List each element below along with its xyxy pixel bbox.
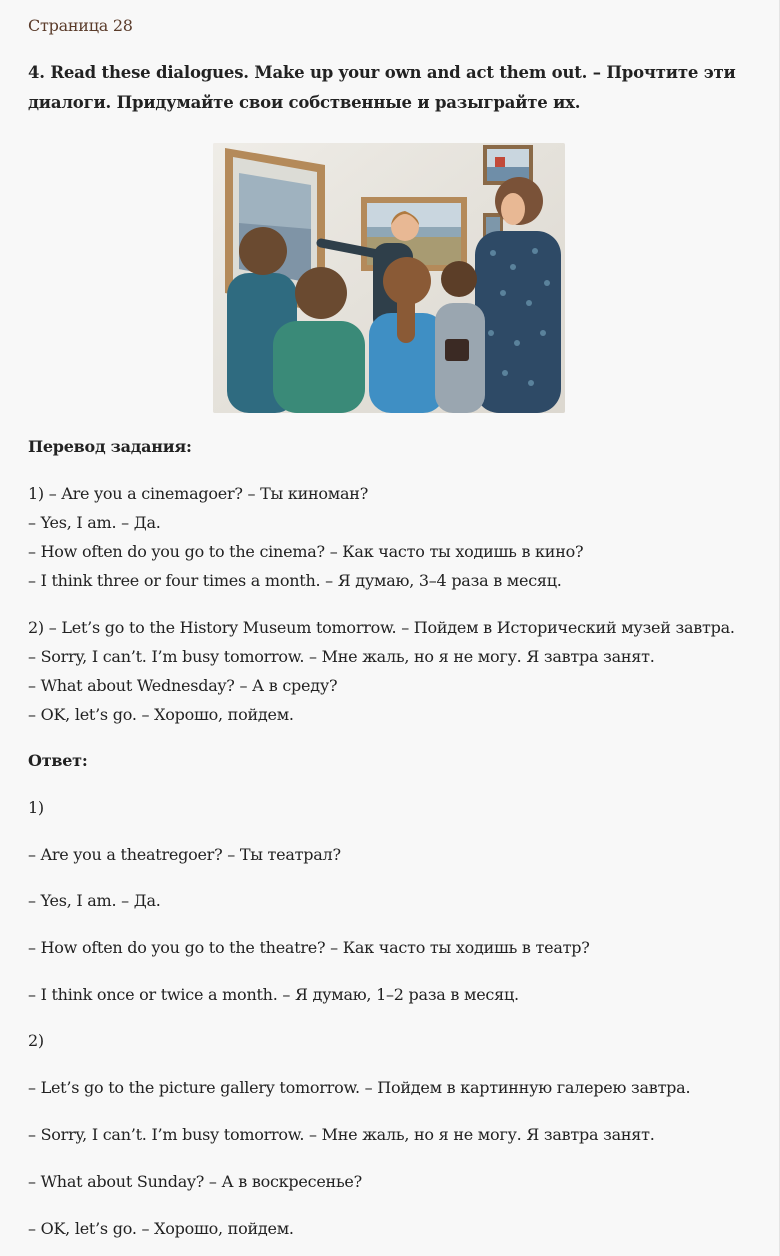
- answer-d1-line: – I think once or twice a month. – Я думаю, 1–2 раза в месяц.: [28, 985, 519, 1004]
- translation-d1-line: – How often do you go to the cinema? – Как часто ты ходишь в кино?: [28, 542, 584, 561]
- museum-tour-photo: [213, 143, 565, 413]
- translation-d2-line: – What about Wednesday? – А в среду?: [28, 676, 338, 695]
- translation-d1-line: – I think three or four times a month. – Я думаю, 3–4 раза в месяц.: [28, 571, 562, 590]
- answer-d1-line: – Are you a theatregoer? – Ты театрал?: [28, 845, 341, 864]
- task-heading: 4. Read these dialogues. Make up your own and act them out. – Прочтите эти диалоги. Придумайте свои собственные и разыграйте их.: [28, 63, 736, 112]
- answer-d2-label: 2): [28, 1031, 44, 1050]
- translation-d2-line: – OK, let’s go. – Хорошо, пойдем.: [28, 705, 294, 724]
- photo-illustration: [213, 143, 565, 413]
- answer-d2-line: – What about Sunday? – А в воскресенье?: [28, 1172, 362, 1191]
- translation-d1-line: – Yes, I am. – Да.: [28, 513, 161, 532]
- translation-heading: Перевод задания:: [28, 437, 192, 456]
- answer-d1-label: 1): [28, 798, 44, 817]
- answer-d1-line: – Yes, I am. – Да.: [28, 891, 161, 910]
- answer-d1-line: – How often do you go to the theatre? – Как часто ты ходишь в театр?: [28, 938, 590, 957]
- translation-d2-line: 2) – Let’s go to the History Museum tomorrow. – Пойдем в Исторический музей завтра.: [28, 618, 735, 637]
- answer-heading: Ответ:: [28, 751, 88, 770]
- answer-d2-line: – Let’s go to the picture gallery tomorrow. – Пойдем в картинную галерею завтра.: [28, 1078, 691, 1097]
- page-label: Страница 28: [28, 16, 133, 35]
- translation-d2-line: – Sorry, I can’t. I’m busy tomorrow. – Мне жаль, но я не могу. Я завтра занят.: [28, 647, 655, 666]
- answer-d2-line: – OK, let’s go. – Хорошо, пойдем.: [28, 1219, 294, 1238]
- answer-d2-line: – Sorry, I can’t. I’m busy tomorrow. – Мне жаль, но я не могу. Я завтра занят.: [28, 1125, 655, 1144]
- translation-d1-line: 1) – Are you a cinemagoer? – Ты киноман?: [28, 484, 369, 503]
